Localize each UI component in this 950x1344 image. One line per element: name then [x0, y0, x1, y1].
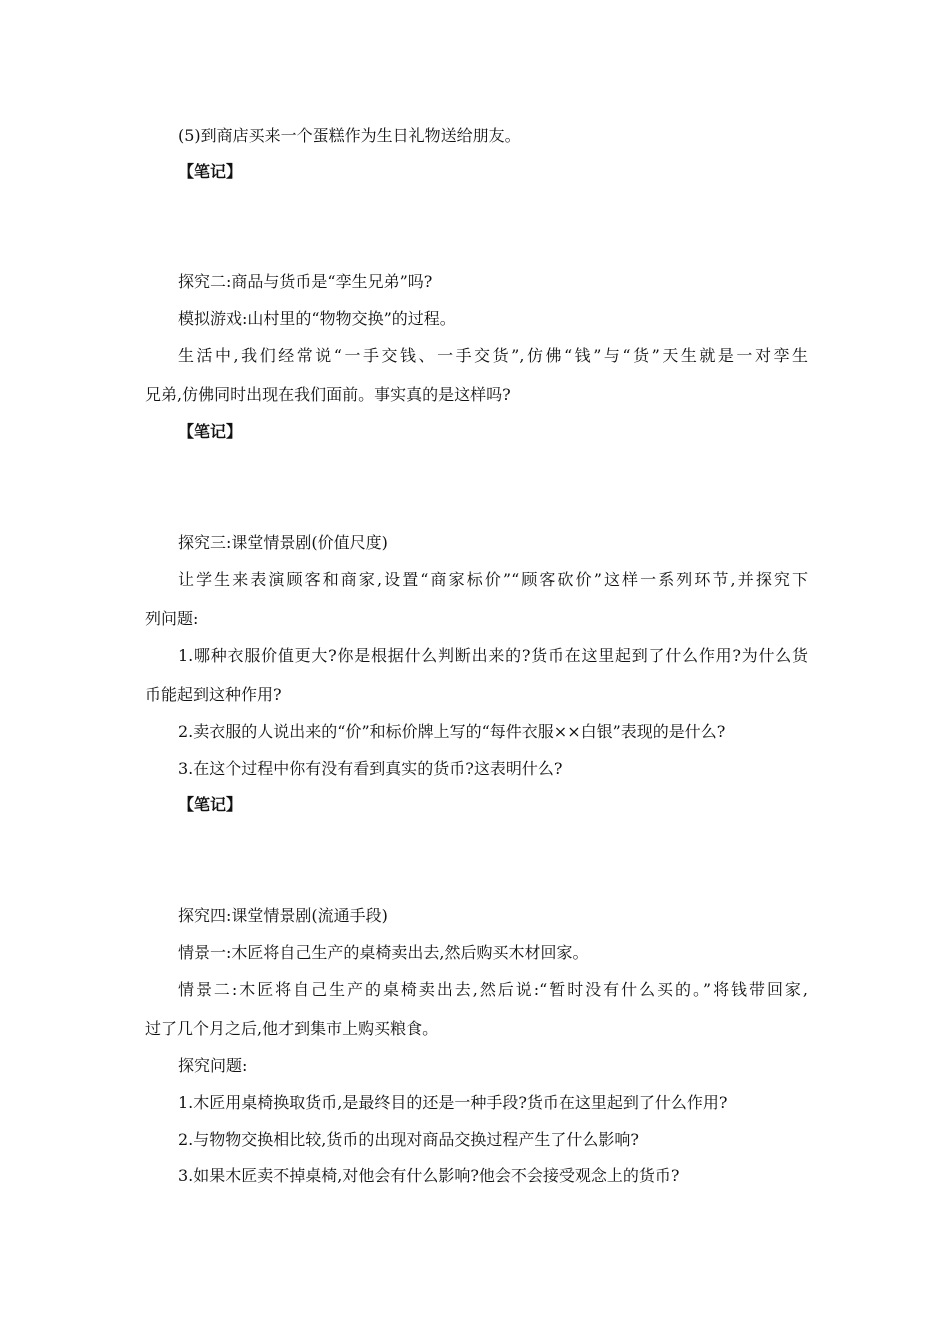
note-label: 【笔记】 [178, 422, 243, 441]
explore-3-question-1-line-2: 币能起到这种作用? [145, 685, 282, 704]
explore-4-questions-label: 探究问题: [178, 1056, 248, 1075]
explore-3-intro-line-2: 列问题: [145, 609, 199, 628]
explore-4-title: 探究四:课堂情景剧(流通手段) [178, 906, 388, 925]
explore-2-game: 模拟游戏:山村里的“物物交换”的过程。 [178, 309, 456, 328]
explore-4-scene-2-line-1: 情景二:木匠将自己生产的桌椅卖出去,然后说:“暂时没有什么买的。”将钱带回家, [178, 980, 808, 999]
explore-3-intro-line-1: 让学生来表演顾客和商家,设置“商家标价”“顾客砍价”这样一系列环节,并探究下 [178, 570, 808, 589]
explore-2-paragraph-line-2: 兄弟,仿佛同时出现在我们面前。事实真的是这样吗? [145, 385, 511, 404]
explore-3-question-2: 2.卖衣服的人说出来的“价”和标价牌上写的“每件衣服××白银”表现的是什么? [178, 722, 726, 741]
explore-3-title: 探究三:课堂情景剧(价值尺度) [178, 533, 388, 552]
explore-4-scene-1: 情景一:木匠将自己生产的桌椅卖出去,然后购买木材回家。 [178, 943, 589, 962]
item-5-text: (5)到商店买来一个蛋糕作为生日礼物送给朋友。 [178, 126, 521, 145]
explore-3-question-1-line-1: 1.哪种衣服价值更大?你是根据什么判断出来的?货币在这里起到了什么作用?为什么货 [178, 646, 808, 665]
explore-4-question-3: 3.如果木匠卖不掉桌椅,对他会有什么影响?他会不会接受观念上的货币? [178, 1166, 680, 1185]
note-label: 【笔记】 [178, 162, 243, 181]
explore-4-question-1: 1.木匠用桌椅换取货币,是最终目的还是一种手段?货币在这里起到了什么作用? [178, 1093, 728, 1112]
note-label: 【笔记】 [178, 795, 243, 814]
explore-4-scene-2-line-2: 过了几个月之后,他才到集市上购买粮食。 [145, 1019, 439, 1038]
explore-4-question-2: 2.与物物交换相比较,货币的出现对商品交换过程产生了什么影响? [178, 1130, 639, 1149]
explore-2-title: 探究二:商品与货币是“孪生兄弟”吗? [178, 272, 433, 291]
explore-2-paragraph-line-1: 生活中,我们经常说“一手交钱、一手交货”,仿佛“钱”与“货”天生就是一对孪生 [178, 346, 808, 365]
explore-3-question-3: 3.在这个过程中你有没有看到真实的货币?这表明什么? [178, 759, 563, 778]
